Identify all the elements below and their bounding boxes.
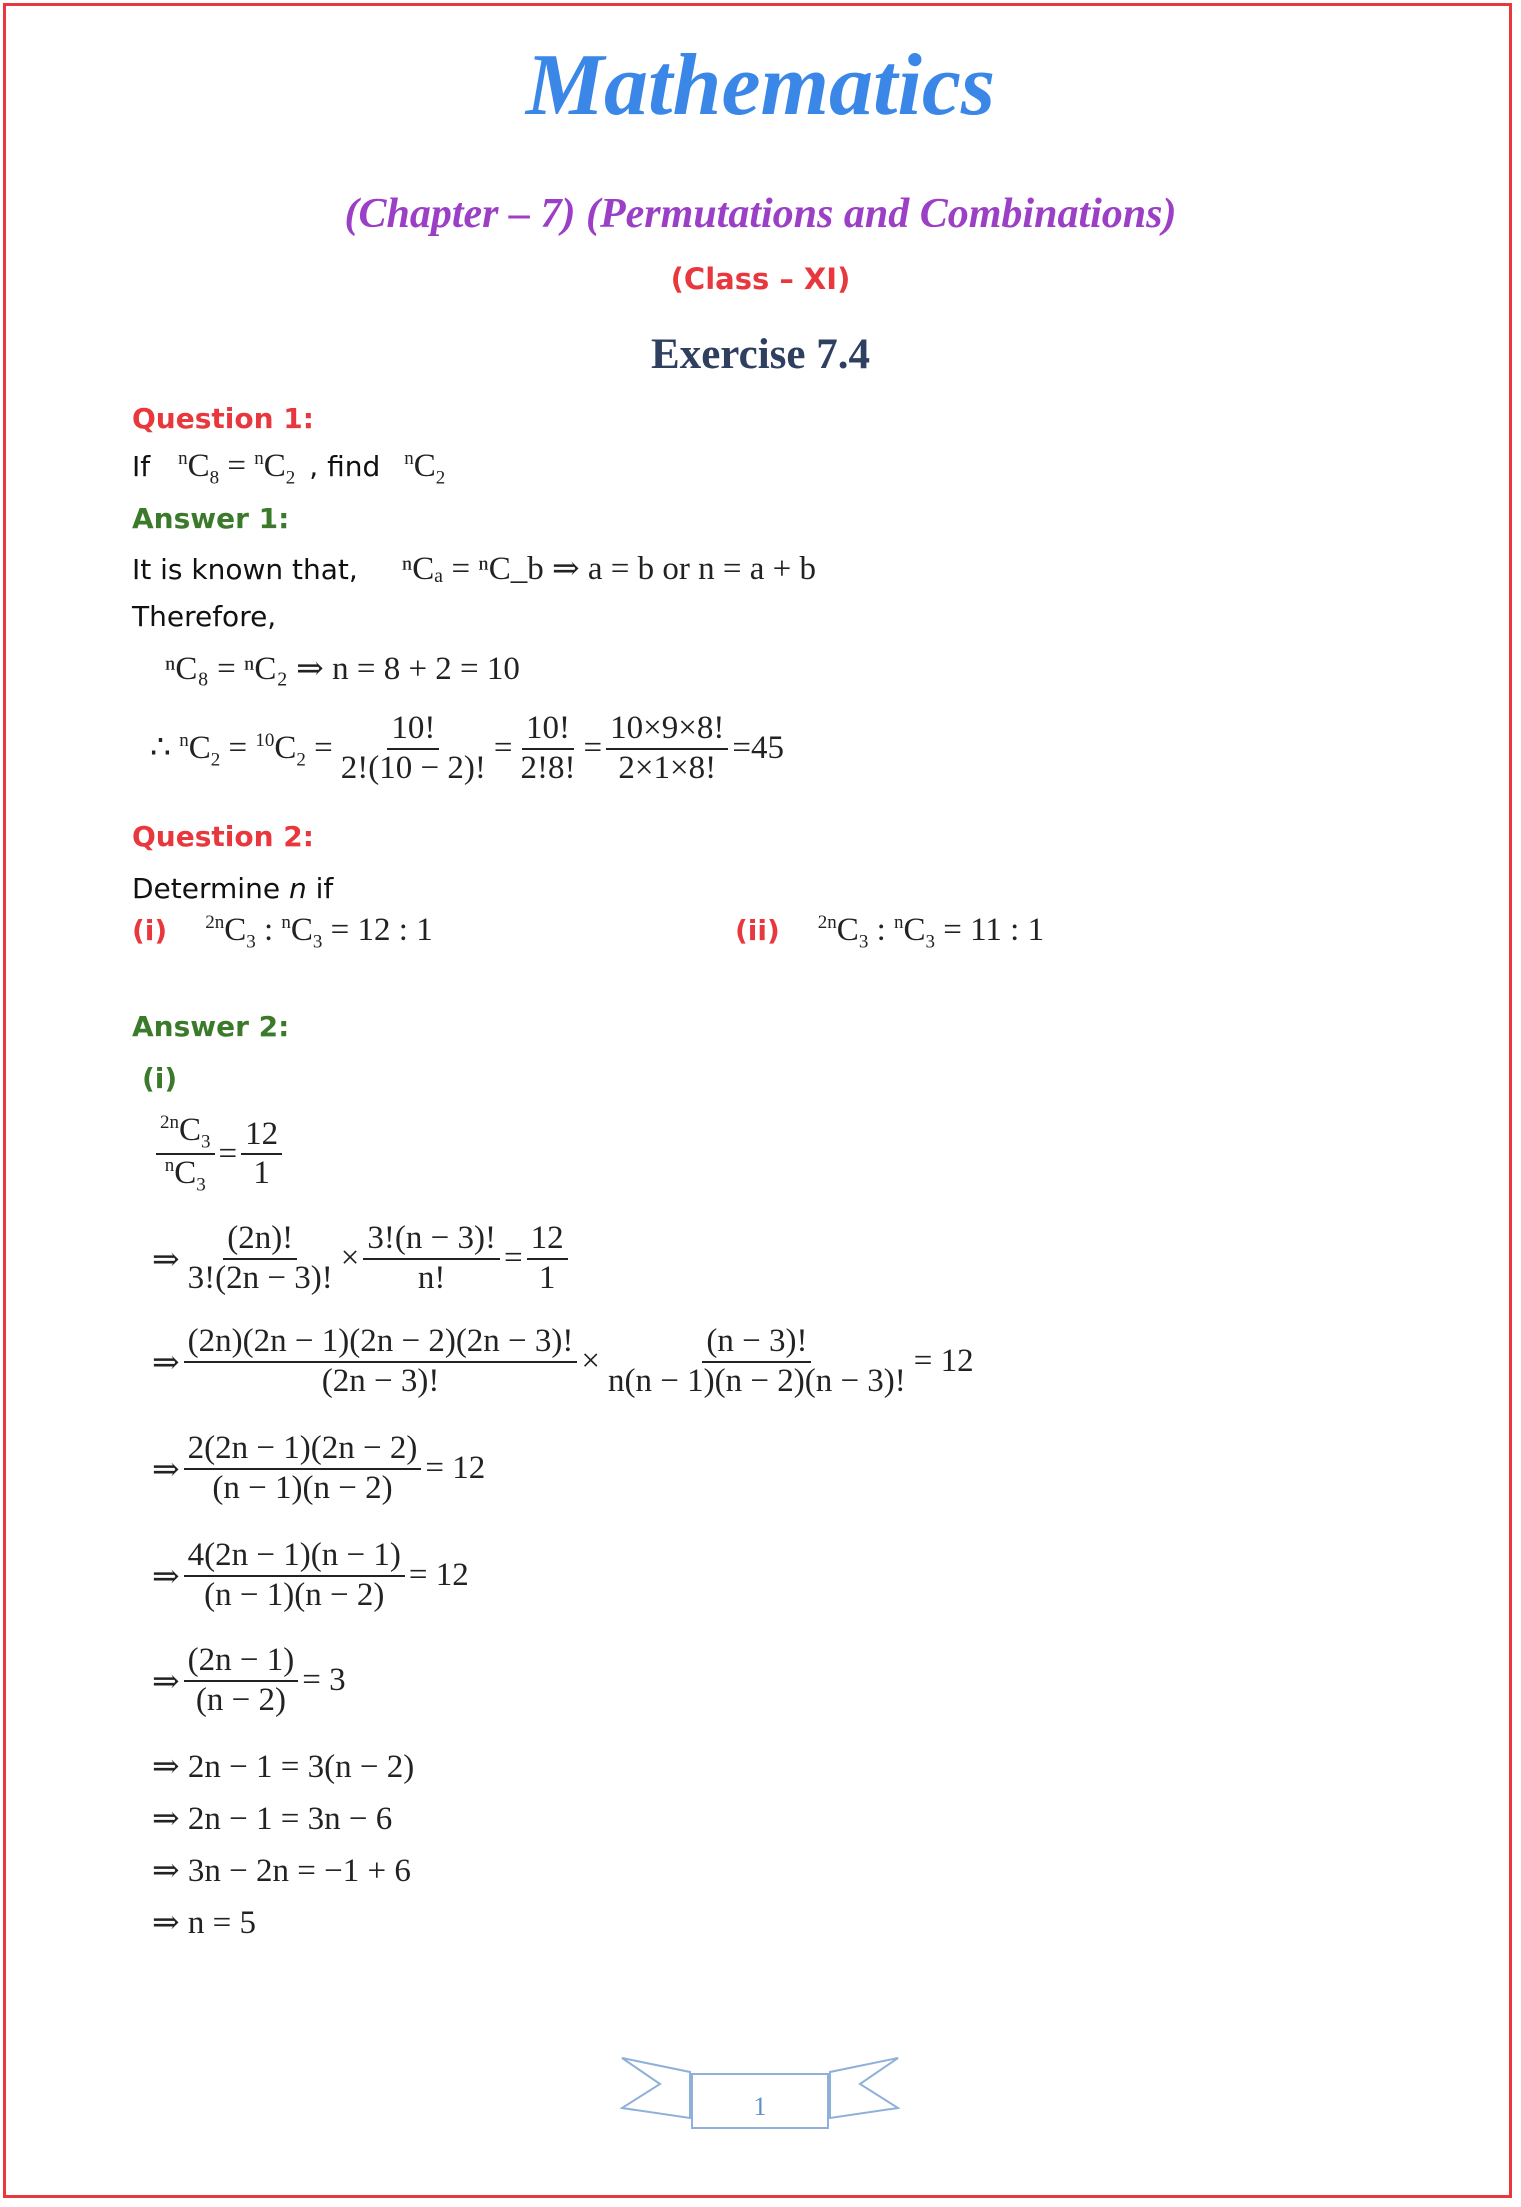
- answer-2-step-5: ⇒ $\frac{4(2n - 1)(n - 1)}{(n - 1)(n - 2)}$ = 12: [152, 1537, 469, 1613]
- chapter-title: (Chapter – 7) (Permutations and Combinations): [344, 191, 1177, 237]
- subject-title: Mathematics: [525, 37, 996, 134]
- class-label: (Class – XI): [670, 262, 851, 296]
- q1-condition-math: $^nC_8 = ^nC_2$: [178, 448, 296, 489]
- page-number: 1: [753, 2092, 767, 2121]
- question-1-text: [132, 448, 445, 490]
- answer-2-step-4: ⇒ $\frac{2(2n - 1)(2n - 2)}{(n - 1)(n - 2)}$ = 12: [152, 1430, 486, 1506]
- answer-2-label: Answer 2:: [132, 1010, 290, 1043]
- answer-2-step-10: ⇒ n = 5: [152, 1905, 257, 1941]
- determine-variable: n: [288, 872, 307, 905]
- determine-text: Determine: [132, 872, 281, 905]
- part-i-ratio: 12 : 1: [357, 912, 433, 948]
- question-2-text: [132, 872, 333, 905]
- answer-1-step-2: ∴ $^nC_2 = ^{10}C_2$ = $\frac{10!}{2!(10 - 2)!}$ = $\frac{10!}{2!8!}$ = $\frac{10\times 9\times 8!}{2\times 1\times 8!}$ = 45: [150, 710, 784, 786]
- answer-1-result: 45: [750, 730, 784, 767]
- answer-2-step-9: ⇒ 3n − 2n = −1 + 6: [152, 1853, 411, 1889]
- question-2-part-i: [132, 912, 433, 954]
- answer-1-known: [132, 548, 816, 588]
- question-1-label: Question 1:: [132, 402, 314, 435]
- answer-2-step-7: ⇒ 2n − 1 = 3(n − 2): [152, 1749, 415, 1785]
- answer-1-step-1: ⁿC₈ = ⁿC₂ ⇒ n = 8 + 2 = 10: [165, 651, 520, 687]
- known-text: It is known that,: [132, 553, 358, 586]
- answer-2-step-2: ⇒ $\frac{(2n)!}{3!(2n - 3)!}$ × $\frac{3!(n - 3)!}{n!}$ = $\frac{12}{1}$: [152, 1220, 572, 1298]
- answer-2-step-1: $\frac{^{2n}C_3}{^nC_3}$ = $\frac{12}{1}$: [152, 1112, 286, 1197]
- answer-2-step-6: ⇒ $\frac{(2n - 1)}{(n - 2)}$ = 3: [152, 1642, 346, 1718]
- answer-1-label: Answer 1:: [132, 502, 290, 535]
- q1-find-word: , find: [309, 450, 381, 483]
- answer-2-part-label: (i): [142, 1062, 178, 1095]
- known-math: ⁿCₐ = ⁿC_b ⇒ a = b or n = a + b: [401, 551, 817, 587]
- part-ii-math: $^{2n}C_3$ : $^nC_3 = 11$ : 1: [817, 912, 1045, 953]
- part-i-label: (i): [132, 914, 168, 947]
- answer-2-step-3: ⇒ $\frac{(2n)(2n - 1)(2n - 2)(2n - 3)!}{(2n - 3)!}$ × $\frac{(n - 3)!}{n(n - 1)(n - 2)(n - 3)!}$ = 12: [152, 1323, 974, 1399]
- therefore-text: Therefore,: [132, 600, 277, 633]
- determine-if: if: [315, 872, 334, 905]
- part-ii-ratio: 11 : 1: [970, 912, 1045, 948]
- final-answer: n = 5: [187, 1905, 257, 1941]
- question-2-label: Question 2:: [132, 820, 314, 853]
- q1-target-math: $^nC_2$: [404, 448, 446, 489]
- question-2-part-ii: [735, 912, 1044, 954]
- part-ii-label: (ii): [735, 914, 780, 947]
- part-i-math: $^{2n}C_3$ : $^nC_3 = 12$ : 1: [205, 912, 433, 953]
- answer-2-step-8: ⇒ 2n − 1 = 3n − 6: [152, 1801, 393, 1837]
- exercise-heading: Exercise 7.4: [651, 331, 870, 378]
- q1-if-word: If: [132, 450, 151, 483]
